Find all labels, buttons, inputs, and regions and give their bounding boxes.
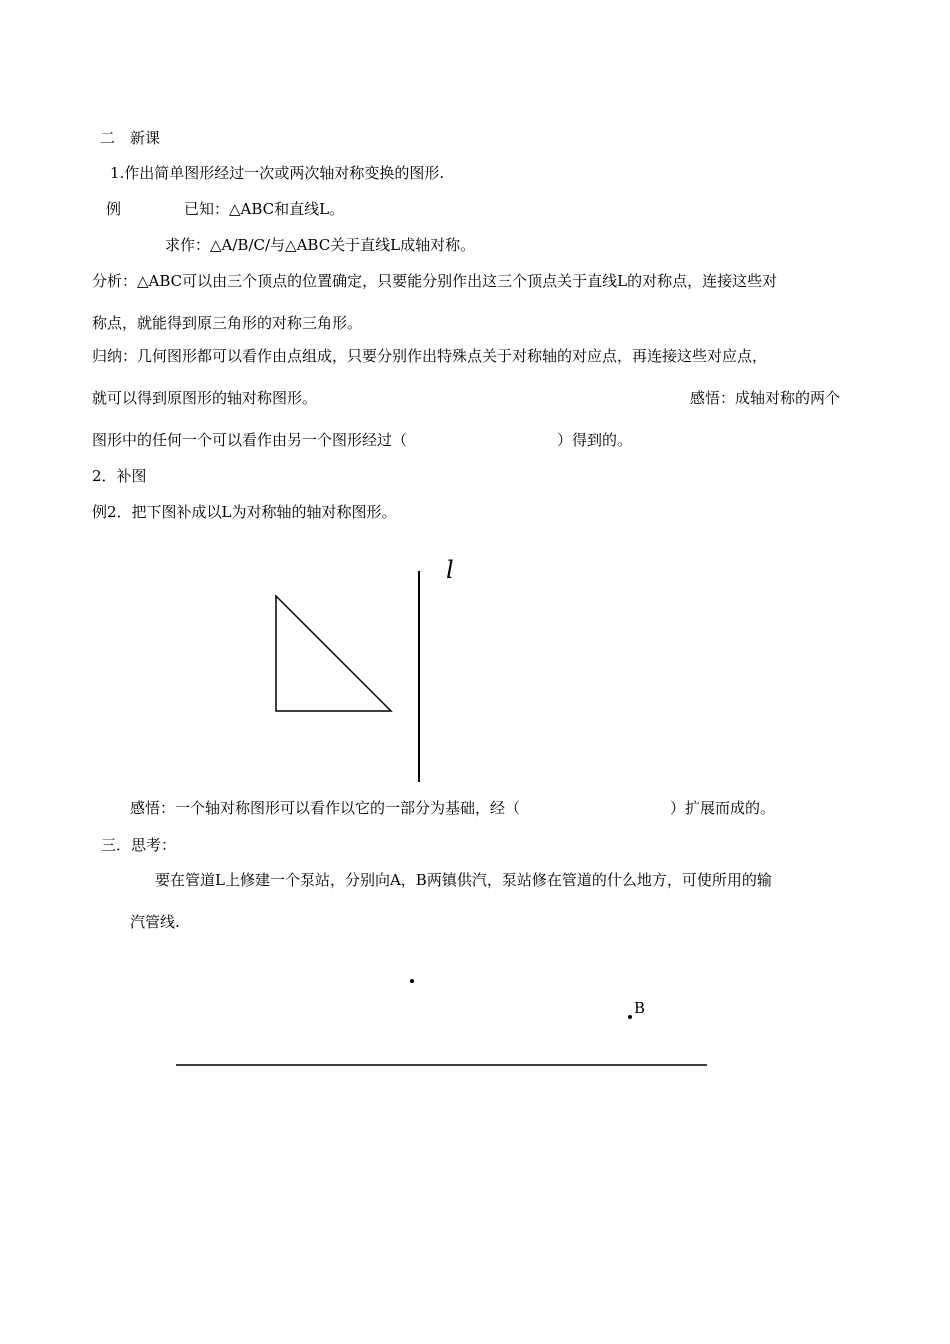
triangle-shape <box>276 596 391 711</box>
point-a-dot <box>410 979 414 983</box>
section-3-heading: 三．思考： <box>101 836 177 854</box>
axis-label-l: l <box>446 556 454 584</box>
item-2-heading: 2．补图 <box>92 467 147 485</box>
analysis-line-2: 称点，就能得到原三角形的对称三角形。 <box>92 314 363 332</box>
analysis-line-1: 分析：△ABC可以由三个顶点的位置确定，只要能分别作出这三个顶点关于直线L的对称点，连接这些对 <box>92 272 778 290</box>
given-text: 已知：△ABC和直线L。 <box>184 200 345 218</box>
summary-line-2: 就可以得到原图形的轴对称图形。 <box>92 389 318 407</box>
problem-line-2: 汽管线. <box>130 913 180 931</box>
point-b-label: B <box>634 999 646 1017</box>
insight-line-2: 图形中的任何一个可以看作由另一个图形经过（ ）得到的。 <box>92 431 633 449</box>
insight-2-text: 感悟：一个轴对称图形可以看作以它的一部分为基础，经（ ）扩展而成的。 <box>130 799 776 817</box>
problem-line-1: 要在管道L上修建一个泵站，分别向A，B两镇供汽，泵站修在管道的什么地方，可使所用的输 <box>155 871 772 889</box>
point-b-dot <box>628 1015 632 1019</box>
example-2-text: 例2．把下图补成以L为对称轴的轴对称图形。 <box>92 503 397 521</box>
section-2-heading: 二 新课 <box>100 129 161 147</box>
task-text: 求作：△A/B/C/与△ABC关于直线L成轴对称。 <box>165 236 476 254</box>
insight-label: 感悟：成轴对称的两个 <box>690 389 841 407</box>
item-1-text: 1.作出简单图形经过一次或两次轴对称变换的图形. <box>110 164 445 182</box>
example-label: 例 <box>106 200 122 218</box>
summary-line-1: 归纳：几何图形都可以看作由点组成，只要分别作出特殊点关于对称轴的对应点，再连接这些对应点， <box>92 347 768 365</box>
